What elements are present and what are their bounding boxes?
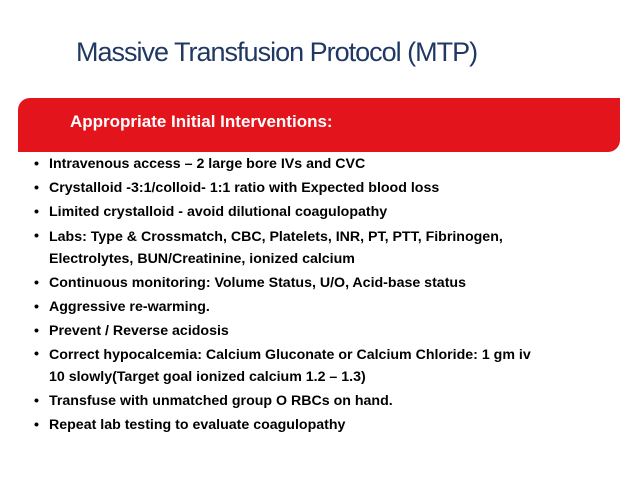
bullet-text: Repeat lab testing to evaluate coagulopathy	[49, 417, 346, 434]
bullet-text: Intravenous access – 2 large bore IVs and CVC	[49, 156, 366, 172]
bullet-item	[34, 319, 624, 343]
bullet-item	[34, 152, 624, 176]
bullet-marker: •	[34, 274, 39, 291]
bullet-marker: •	[34, 346, 39, 363]
bullet-text: Transfuse with unmatched group O RBCs on hand.	[49, 393, 393, 410]
section-heading: Appropriate Initial Interventions:	[70, 112, 333, 131]
bullet-item	[34, 295, 624, 319]
bullet-item	[34, 343, 624, 389]
bullet-text: Crystalloid -3:1/colloid- 1:1 ratio with Expected blood loss	[49, 180, 440, 197]
bullet-marker: •	[34, 298, 39, 315]
bullet-item	[34, 389, 624, 413]
bullet-text-continuation: 10 slowly(Target goal ionized calcium 1.2 – 1.3)	[49, 369, 366, 386]
bullet-item	[34, 200, 624, 224]
bullet-text: Correct hypocalcemia: Calcium Gluconate or Calcium Chloride: 1 gm iv	[49, 347, 531, 364]
bullet-marker: •	[34, 180, 39, 197]
bullet-marker: •	[34, 227, 39, 244]
bullet-text-continuation: Electrolytes, BUN/Creatinine, ionized calcium	[49, 250, 355, 267]
bullet-item	[34, 225, 624, 271]
bullet-marker: •	[34, 393, 39, 410]
bullet-item	[34, 413, 624, 437]
bullet-item	[34, 271, 624, 295]
bullet-marker: •	[34, 204, 39, 221]
bullet-text: Aggressive re-warming.	[49, 298, 210, 315]
bullet-text: Labs: Type & Crossmatch, CBC, Platelets, INR, PT, PTT, Fibrinogen,	[49, 228, 503, 245]
bullet-marker: •	[34, 323, 39, 340]
bullet-text: Continuous monitoring: Volume Status, U/O, Acid-base status	[49, 274, 466, 291]
interventions-list	[34, 152, 624, 438]
bullet-text: Prevent / Reverse acidosis	[49, 323, 229, 340]
bullet-item	[34, 176, 624, 200]
bullet-marker: •	[34, 156, 39, 172]
bullet-text: Limited crystalloid - avoid dilutional coagulopathy	[49, 204, 388, 221]
slide-title: Massive Transfusion Protocol (MTP)	[76, 37, 478, 67]
bullet-marker: •	[34, 417, 39, 434]
